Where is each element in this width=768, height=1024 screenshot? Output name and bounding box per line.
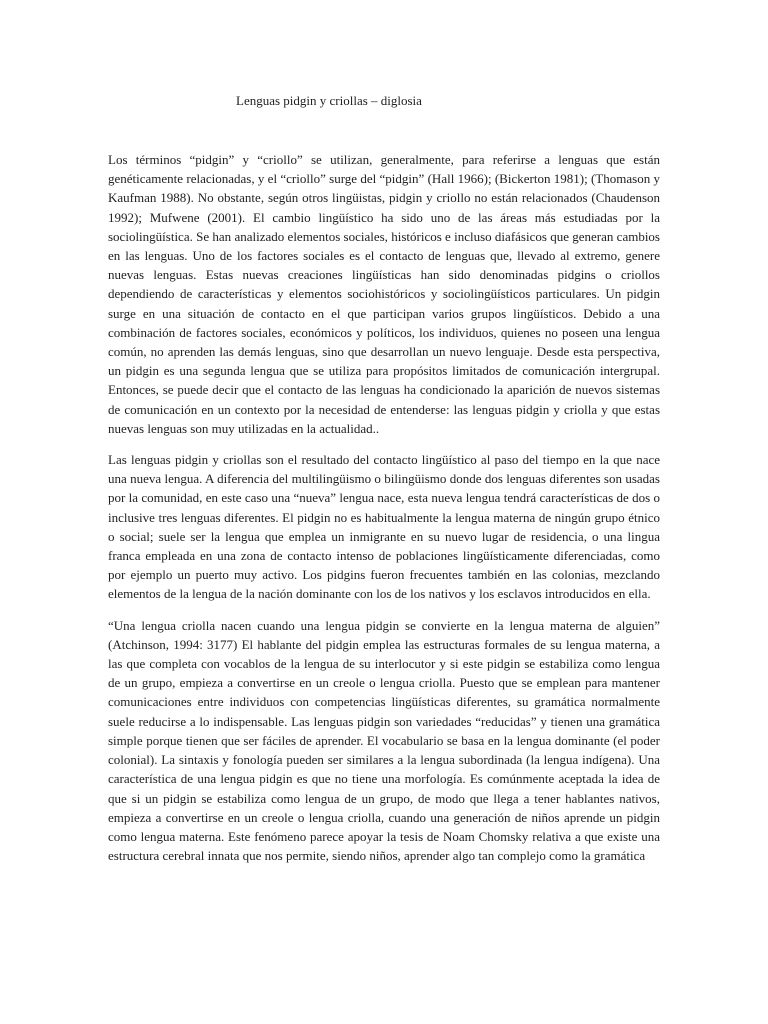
paragraph-pidgin-criollo-definitions: Los términos “pidgin” y “criollo” se utilizan, generalmente, para referirse a lenguas que están genéticamente relacionadas, y el “criollo” surge del “pidgin” (Hall 1966); (Bickerton 1981); (Thomason y Kaufman 1988). No obstante, según otros lingüistas, pidgin y criollo no están relacionados (Chaudenson 1992); Mufwene (2001). El cambio lingüístico ha sido uno de las áreas más estudiadas por la sociolingüística. Se han analizado elementos sociales, históricos e incluso diafásicos que generan cambios en las lenguas. Uno de los factores sociales es el contacto de lenguas que, llevado al extremo, genere nuevas lenguas. Estas nuevas creaciones lingüísticas han sido denominadas pidgins o criollos dependiendo de características y elementos sociohistóricos y sociolingüísticos particulares. Un pidgin surge en una situación de contacto en el que participan varios grupos lingüísticos. Debido a una combinación de factores sociales, económicos y políticos, los individuos, quienes no poseen una lengua común, no aprenden las demás lenguas, sino que desarrollan un nuevo lenguaje. Desde esta perspectiva, un pidgin es una segunda lengua que se utiliza para propósitos limitados de comunicación intergrupal. Entonces, se puede decir que el contacto de las lenguas ha condicionado la aparición de nuevos sistemas de comunicación en un contexto por la necesidad de entenderse: las lenguas pidgin y criolla y que estas nuevas lenguas son muy utilizadas en la actualidad.. xyxy=(108,152,660,436)
document-title: Lenguas pidgin y criollas – diglosia xyxy=(236,93,422,108)
paragraph-contacto-linguistico: Las lenguas pidgin y criollas son el resultado del contacto lingüístico al paso del tiempo en la que nace una nueva lengua. A diferencia del multilingüismo o bilingüismo donde dos lenguas diferentes son usadas por la comunidad, en este caso una “nueva” lengua nace, esta nueva lengua tendrá características de dos o inclusive tres lenguas diferentes. El pidgin no es habitualmente la lengua materna de ningún grupo étnico o social; suele ser la lengua que emplea un inmigrante en su nuevo lugar de residencia, o una lingua franca empleada en una zona de contacto intenso de poblaciones lingüísticamente diferenciadas, como por ejemplo un puerto muy activo. Los pidgins fueron frecuentes también en las colonias, mezclando elementos de la lengua de la nación dominante con los de los nativos y los esclavos introducidos en ella. xyxy=(108,452,660,602)
paragraph-lengua-criolla: “Una lengua criolla nacen cuando una lengua pidgin se convierte en la lengua materna de alguien” (Atchinson, 1994: 3177) El hablante del pidgin emplea las estructuras formales de su lengua materna, a las que completa con vocablos de la lengua de su interlocutor y si este pidgin se estabiliza como lengua de un grupo, empieza a convertirse en un creole o lengua criolla. Puesto que se emplean para mantener comunicaciones entre individuos con competencias lingüísticas diferentes, su gramática normalmente suele reducirse a lo indispensable. Las lenguas pidgin son variedades “reducidas” y tienen una gramática simple porque tienen que ser fáciles de aprender. El vocabulario se basa en la lengua dominante (el poder colonial). La sintaxis y fonología pueden ser similares a la lengua subordinada (la lengua indígena). Una característica de una lengua pidgin es que no tiene una morfología. Es comúnmente aceptada la idea de que si un pidgin se estabiliza como lengua de un grupo, de modo que llega a tener hablantes nativos, empieza a convertirse en un creole o lengua criolla, cuando una generación de niños aprende un pidgin como lengua materna. Este fenómeno parece apoyar la tesis de Noam Chomsky relativa a que existe una estructura cerebral innata que nos permite, siendo niños, aprender algo tan complejo como la gramática xyxy=(108,617,660,864)
document-body xyxy=(108,150,660,877)
